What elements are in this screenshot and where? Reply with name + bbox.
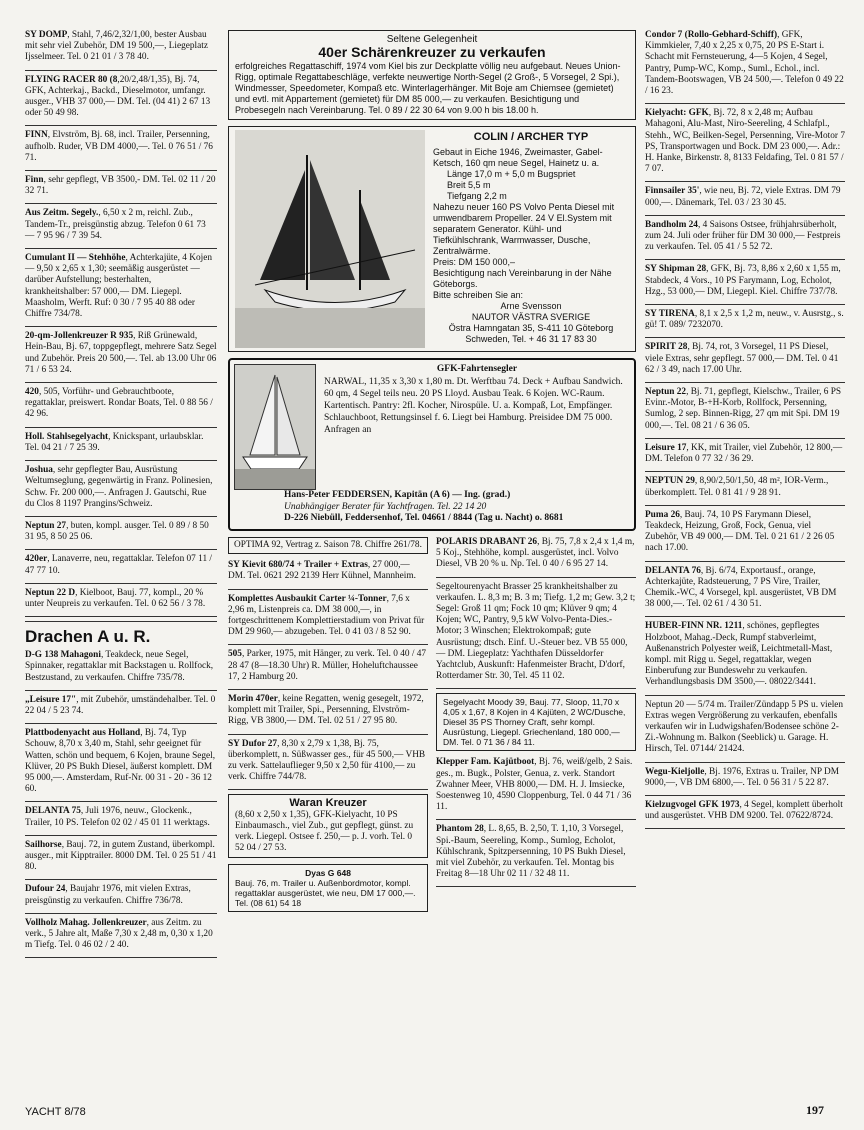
classified-ad: SY Dufor 27, 8,30 x 2,79 x 1,38, Bj. 75, überkomplett, n. Süßwasser ges., für 45 500,— VHB zu verk. Sattelauflieger 9,50 x 2,50 für 4100,— zu verk. Chiffre 744/78. <box>228 738 426 783</box>
page-number: 197 <box>806 1103 824 1117</box>
classified-ad: „Leisure 17", mit Zubehör, umständehalber. Tel. 0 22 04 / 5 23 74. <box>25 694 216 716</box>
gfk-contact-name: Hans-Peter FEDDERSEN, Kapitän (A 6) — Ing. (grad.) <box>284 490 511 501</box>
classified-ad: Neptun 20 — 5/74 m. Trailer/Zündapp 5 PS u. vielen Extras wegen Vergrößerung zu verkaufen, ebenfalls verkaufen wir in Ludwigshafen/Bodensee schöne 2-Zi.-Wohnung m. Balkon (Seeblick) u. Garage. H. Hirsch, Tel. 07144/ 21424. <box>645 699 844 755</box>
divider <box>645 561 845 562</box>
classified-ad: DELANTA 76, Bj. 6/74, Exportausf., orange, Achterkajüte, Radsteuerung, 7 PS Vire, Trailer, Chemik.-WC, 4 Vorsegel, kpl. ausgerüstet, VB DM 38 000,—. Tel. 02 61 / 4 30 51. <box>645 565 837 610</box>
colin-line: Preis: DM 150 000,– <box>433 256 516 267</box>
classified-ad: Segeltourenyacht Brasser 25 krankheitshalber zu verkaufen. L. 8,3 m; B. 3 m; Tiefg. 1,2 m; Gew. 3,2 t; Segel: Groß 11 qm; Fock 10 qm; Klüver 9 qm; 4 Kojen; WC, Pantry, 9,5 kW Volvo-Penta-Dies.-Motor; 3 Winschen; Elektrokompaß; gute Ausrüstung; dtsch. Einf. U.-Steuer bez. VB 55 000,— DM. Liegeplatz: Yachthafen Düsseldorfer Yachtclub, Auskunft: Hafenmeister Bracht, D'dorf, Rotterdamer Str. 30, Tel. 45 11 02. <box>436 581 636 682</box>
divider <box>25 203 217 204</box>
divider <box>25 723 217 724</box>
optima-ad: OPTIMA 92, Vertrag z. Saison 78. Chiffre 261/78. <box>228 537 428 554</box>
classified-ad: Neptun 27, buten, kompl. ausger. Tel. 0 89 / 8 50 31 95, 8 50 25 06. <box>25 520 209 543</box>
narwal-photo <box>234 364 316 490</box>
middle-column <box>228 30 636 918</box>
divider <box>645 259 845 260</box>
divider <box>25 248 217 249</box>
classified-ad: SY TIRENA, 8,1 x 2,5 x 1,2 m, neuw., v. Ausrstg., s. gü! T. 089/ 7232070. <box>645 309 844 331</box>
divider <box>645 103 845 104</box>
classified-ad: Plattbodenyacht aus Holland, Bj. 74, Typ Schouw, 8,70 x 3,40 m, Stahl, sehr geeignet für Watten, schön und bequem, 6 Kojen, braune Segel, Klüver, 20 PS Bukh Diesel, äußerst komplett. DM 95 000,—. Amsterdam, Ruf-Nr. 00 31 - 20 - 36 12 60. <box>25 728 216 795</box>
divider <box>228 789 428 790</box>
gfk-contact-address: D-226 Niebüll, Feddersenhof, Tel. 04661 / 8844 (Tag u. Nacht) o. 8681 <box>284 513 564 524</box>
classified-ad: Puma 26, Bauj. 74, 10 PS Farymann Diesel, Teakdeck, Heizung, Groß, Fock, Genua, viel Zubehör, VB 49 000,— DM. Tel. 0 21 61 / 2 26 05 nach 17.00. <box>645 509 835 554</box>
dyas-ad <box>228 864 428 912</box>
waran-text: (8,60 x 2,50 x 1,35), GFK-Kielyacht, 10 PS Einbaumasch., viel Zub., gut gepflegt, günst. zu verk. Liegepl. Ostsee f. 250,— p. J. vorh. Tel. 0 52 04 / 27 53. <box>235 809 414 854</box>
colin-line: Östra Hamngatan 35, S-411 10 Göteborg <box>448 322 614 333</box>
dyas-title: Dyas G 648 <box>305 868 351 879</box>
classified-ad: Leisure 17, KK, mit Trailer, viel Zubehör, 12 800,— DM. Telefon 0 77 32 / 36 29. <box>645 442 843 465</box>
classified-ad: Aus Zeitm. Segely., 6,50 x 2 m, reichl. Zub., Tandem-Tr., preisgünstig abzug. Telefon 0 61 73 — 7 95 96 / 7 39 54. <box>25 208 206 241</box>
classified-ad: NEPTUN 29, 8,90/2,50/1,50, 48 m², IOR-Verm., überkomplett. Tel. 0 81 41 / 9 28 91. <box>645 476 829 498</box>
divider <box>25 583 217 584</box>
schaeren-head: Seltene Gelegenheit <box>386 34 478 45</box>
classified-ad: Phantom 28, L. 8,65, B. 2,50, T. 1,10, 3 Vorsegel, Spi.-Baum, Seereling, Komp., Sumlog, Echolot, Kühlschrank, Spitzpersenning, 10 PS Bukh Diesel, mit viel Zubehör, zu verkaufen. Tel. Montag bis Freitag 8—18 Uhr 02 11 / 32 48 11. <box>436 824 626 880</box>
classified-ad: 420er, Lanaverre, neu, regattaklar. Telefon 07 11 / 47 77 10. <box>25 554 213 576</box>
sailboat-icon <box>235 365 315 489</box>
classified-ad: HUBER-FINN NR. 1211, schönes, gepflegtes Holzboot, Mahag.-Deck, Rumpf stabverleimt, Außenanstrich Polyester weiß, Leichtmetall-Mast, kompl. mit Rigg u. Segel, regattaklar, wegen Einberufung zur Bundeswehr zu verkaufen. Verhandlungsbasis DM 3500,—. 08022/3441. <box>645 621 833 688</box>
left-column <box>25 30 217 962</box>
divider <box>25 70 217 71</box>
classified-ad: Kielyacht: GFK, Bj. 72, 8 x 2,48 m; Aufbau Mahagoni, Alu-Mast, Niro-Seereling, 4 Schlafpl., Stehh., WC, Beilken-Segel, Persenning, Vire-Motor 7 PS, Transportwagen und Bock. DM 23 000,—. Adr.: H. Hanke, Birkenstr. 8, 8133 Feldafing, Tel. 0 81 57 / 7 07. <box>645 108 845 175</box>
classified-ad: Finn, sehr gepflegt, VB 3500,- DM. Tel. 02 11 / 20 32 71. <box>25 175 216 197</box>
divider <box>645 181 845 182</box>
waran-title: Waran Kreuzer <box>289 797 367 810</box>
divider <box>25 460 217 461</box>
divider <box>436 819 636 820</box>
divider <box>25 616 217 617</box>
divider <box>25 801 217 802</box>
waran-ad <box>228 794 428 858</box>
classified-ad: Komplettes Ausbaukit Carter ¼-Tonner, 7,6 x 2,96 m, Listenpreis ca. DM 38 000,—, in fortgeschrittenem Komplettierstadium von Privat für DM 29 960,— abzugeben. Tel. 0 41 03 / 8 52 90. <box>228 593 425 638</box>
classified-ad: Dufour 24, Baujahr 1976, mit vielen Extras, preisgünstig zu verkaufen. Chiffre 736/78. <box>25 884 191 906</box>
classified-ad: Neptun 22, Bj. 71, gepflegt, Kielschw., Trailer, 6 PS Evinr.-Motor, B-+H-Korb, Rollfock, Persenning, Sumlog, 2 sep. Binnen-Rigg, 27 qm mit Spi. DM 19 000,—. Tel. 08 21 / 6 36 05. <box>645 387 842 431</box>
colin-line: Breit 5,5 m <box>447 179 491 190</box>
ketch-photo <box>235 130 425 348</box>
colin-line: Besichtigung nach Vereinbarung in der Nähe Göteborgs. <box>433 267 612 289</box>
classified-ad: SY Shipman 28, GFK, Bj. 73, 8,86 x 2,60 x 1,55 m, Stabdeck, 4 Vors., 10 PS Farymann, Log, Echolot, Hzg., 53 000,— DM, Liegepl. Kiel. Chiffre 737/78. <box>645 264 841 297</box>
colin-line: Tiefgang 2,2 m <box>447 190 507 201</box>
classified-ad: DELANTA 75, Juli 1976, neuw., Glockenk., Trailer, 10 PS. Telefon 02 02 / 45 01 11 werktags. <box>25 806 210 828</box>
divider <box>25 125 217 126</box>
gfk-text: NARWAL, 11,35 x 3,30 x 1,80 m. Dt. Werftbau 74. Deck + Aufbau Sandwich. 60 qm, 4 Segel teils neu. 20 PS Lloyd. Ausbau Teak. 6 Kojen. WC-Raum. Kartentisch. Pantry: 2fl. Kocher, Nirospüle. U. a. Kompaß, Lot, Empfänger. Schlauchboot, Rettungsinsel f. 6. Liegt bei Hamburg. Preisidee DM 75 000. Anfragen an <box>324 376 623 435</box>
divider <box>25 170 217 171</box>
schaeren-text: erfolgreiches Regattaschiff, 1974 vom Kiel bis zur Deckplatte völlig neu aufgebaut. Neues Union-Rigg, optimale Regattabeschläge, verfekte neuwertige North-Segel (2 Groß-, 5 Vorsegel, 2 Spi.), Windmesser, Speedometer, Kompaß etc. Winterlagerhänger. Mit Boje am Chiemsee (gemietet) und evtl. mit Appartement (gemietet) für DM 85 000,— zu verkaufen. Besichtigung und Probesegeln nach Vereinbarung. Tel. 0 89 / 22 30 64 von 9.00 h bis 18.00 h. <box>235 61 621 116</box>
classified-ad: SY Kievit 680/74 + Trailer + Extras, 27 000,— DM. Tel. 0621 292 2139 Herr Kühnel, Mannheim. <box>228 560 416 582</box>
colin-title: COLIN / ARCHER TYP <box>473 131 589 144</box>
divider <box>645 762 845 763</box>
classified-ad: 20-qm-Jollenkreuzer R 935, Riß Grünewald, Hein-Bau, Bj. 67, toppgepflegt, mehrere Satz Segel und Zubehör. Preis 20 500,—. Tel. ab 13.00 Uhr 06 71 / 6 53 24. <box>25 331 217 375</box>
colin-line: NAUTOR VÄSTRA SVERIGE <box>471 311 591 322</box>
divider <box>228 689 428 690</box>
classified-ad: 505, Parker, 1975, mit Hänger, zu verk. Tel. 0 40 / 47 28 47 (8—18.30 Uhr) R. Müller, Hoheluftchaussee 17, 2 Hamburg 20. <box>228 649 427 682</box>
divider <box>228 734 428 735</box>
classified-ad: Neptun 22 D, Kielboot, Bauj. 77, kompl., 20 % unter Neupreis zu verkaufen. Tel. 0 62 56 / 3 78. <box>25 587 206 609</box>
divider <box>645 438 845 439</box>
divider <box>25 957 217 958</box>
drachen-title: Drachen A u. R. <box>25 627 151 647</box>
dyas-text: Bauj. 76, m. Trailer u. Außenbordmotor, kompl. regattaklar ausgerüstet, wie neu, DM 17 000,—. Tel. (08 61) 54 18 <box>235 878 416 909</box>
classified-ad: SPIRIT 28, Bj. 74, rot, 3 Vorsegel, 11 PS Diesel, viele Extras, sehr gepflegt. 57 000,— DM. Tel. 0 41 62 / 3 49, nach 17.00 Uhr. <box>645 342 839 375</box>
divider <box>645 215 845 216</box>
classified-ad: Vollholz Mahag. Jollenkreuzer, aus Zeitm. zu verk., 5 Jahre alt, Maße 7,30 x 2,48 m, 0,30 x 1,20 m Tiefg. Tel. 0 46 02 / 2 40. <box>25 917 213 951</box>
divider <box>228 589 428 590</box>
schaeren-ad <box>228 30 636 120</box>
gfk-ad <box>228 358 636 531</box>
divider <box>645 616 845 617</box>
divider <box>645 382 845 383</box>
sailboat-icon <box>235 130 425 348</box>
classified-ad: FLYING RACER 80 (8,20/2,48/1,35), Bj. 74, GFK, Achterkaj., Backd., Dieselmotor, umfangr. ausger., VHB 37 000,— DM. Tel. (04 41) 2 67 13 oder 50 49 98. <box>25 74 211 119</box>
colin-line: Nahezu neuer 160 PS Volvo Penta Diesel mit umwendbarem Propeller. 24 V El.System mit separatem Generator. Kühl- und Tiefkühlschrank, Warmwasser, Dusche, Zentralwärme. <box>433 201 615 256</box>
classified-ad: 420, 505, Vorführ- und Gebrauchtboote, regattaklar, preiswert. Rondar Boats, Tel. 0 88 56 / 42 96. <box>25 387 213 420</box>
divider <box>25 382 217 383</box>
colin-line: Gebaut in Eiche 1946, Zweimaster, Gabel-Ketsch, 160 qm neue Segel, Hainetz u. a. <box>433 146 603 168</box>
divider <box>645 337 845 338</box>
divider <box>25 621 217 622</box>
divider <box>645 695 845 696</box>
divider <box>436 886 636 887</box>
divider <box>645 304 845 305</box>
colin-line: Bitte schreiben Sie an: <box>433 289 524 300</box>
divider <box>25 326 217 327</box>
classified-ad: Kielzugvogel GFK 1973, 4 Segel, komplett überholt und ausgerüstet. VHB DM 9200. Tel. 07622/8724. <box>645 799 843 822</box>
classified-ad: Klepper Fam. Kajütboot, Bj. 76, weiß/gelb, 2 Sais. ges., m. Bugk., Polster, Genua, z. verk. Standort Zwahner Meer, VHB 8000,— DM. H. J. Imsiecke, Soestenweg 10, 4590 Cloppenburg, Tel. 0 44 71 / 36 11. <box>436 757 633 813</box>
colin-line: Arne Svensson <box>500 300 562 311</box>
divider <box>645 795 845 796</box>
schaeren-title: 40er Schärenkreuzer zu verkaufen <box>318 44 546 61</box>
divider <box>228 644 428 645</box>
divider <box>25 427 217 428</box>
classified-ad: Bandholm 24, 4 Saisons Ostsee, frühjahrsüberholt, zum 24. Juli oder früher für DM 30 000,— Festpreis zu verkaufen. Tel. 05 41 / 5 52 72. <box>645 219 841 253</box>
right-column <box>645 30 845 833</box>
classified-ad: Finnsailer 35', wie neu, Bj. 72, viele Extras. DM 79 000,—. Dänemark, Tel. 03 / 23 30 45. <box>645 186 841 208</box>
divider <box>25 549 217 550</box>
drachen-text: D-G 138 Mahagoni, Teakdeck, neue Segel, Spinnaker, regattaklar mit Backstagen u. Rollfock, Bestzustand, zu verkaufen. Chiffre 735/78. <box>25 650 214 683</box>
classified-ad: Cumulant II — Stehhöhe, Achterkajüte, 4 Kojen — 9,50 x 2,65 x 1,30; seemäßig ausgerüstet — darüber Aufstellung; besterhalten, krankheitshalber: 57 000,— DM. Liegepl. Maasholm, Werft. Ruf: 0 30 / 7 95 40 88 oder Chiffre 734/78. <box>25 253 212 320</box>
classified-ad: FINN, Elvström, Bj. 68, incl. Trailer, Persenning, aufholb. Ruder, VB DM 4000,—. Tel. 0 76 51 / 76 71. <box>25 130 213 163</box>
magazine-footer: YACHT 8/78 <box>25 1106 86 1118</box>
divider <box>25 516 217 517</box>
gfk-contact-role: Unabhängiger Berater für Yachtfragen. Tel. 22 14 20 <box>284 501 487 512</box>
classified-ad: Morin 470er, keine Regatten, wenig gesegelt, 1972, komplett mit Trailer, Spi., Persenning, Elvström-Rigg, VB 3800,— DM. Tel. 02 51 / 27 95 80. <box>228 693 424 727</box>
divider <box>645 505 845 506</box>
divider <box>436 688 636 689</box>
classified-ad: Joshua, sehr gepflegter Bau, Ausrüstung Weltumseglung, gegenwärtig in Franz. Polinesien, Schw. Fr. 200 000,—. Anfragen J. Gautschi, Rue du Clos 8 1197 Prangins/Schweiz. <box>25 465 213 509</box>
divider <box>436 577 636 578</box>
divider <box>25 879 217 880</box>
moody-ad: Segelyacht Moody 39, Bauj. 77, Sloop, 11,70 x 4,05 x 1,67, 8 Kojen in 4 Kajüten, 2 WC/Dusche, Diesel 35 PS Thorney Craft, sehr kompl. Ausrüstung, Liegepl. Griechenland, 180 000,— DM. Tel. 0 71 36 / 84 11. <box>436 693 636 751</box>
colin-line: Länge 17,0 m + 5,0 m Bugspriet <box>447 168 576 179</box>
divider <box>25 913 217 914</box>
colin-line: Schweden, Tel. + 46 31 17 83 30 <box>465 333 597 344</box>
gfk-head: GFK-Fahrtensegler <box>436 364 518 375</box>
divider <box>645 828 845 829</box>
classified-ad: Sailhorse, Bauj. 72, in gutem Zustand, überkompl. ausger., mit Kipptrailer. 8000 DM. Tel. 0 25 51 / 41 80. <box>25 839 217 873</box>
classified-ad: Holl. Stahlsegelyacht, Knickspant, urlaubsklar. Tel. 04 21 / 7 25 39. <box>25 431 204 453</box>
classified-ad: SY DOMP, Stahl, 7,46/2,32/1,00, bester Ausbau mit sehr viel Zubehör, DM 19 500,—, Liegeplatz Ijsselmeer. Tel. 0 21 01 / 3 78 40. <box>25 30 208 63</box>
classified-ad: Wegu-Kieljolle, Bj. 1976, Extras u. Trailer, NP DM 9000,—, VB DM 6800,—. Tel. 0 56 31 / 5 22 87. <box>645 766 839 788</box>
classified-ad: Condor 7 (Rollo-Gebhard-Schiff), GFK, Kimmkieler, 7,40 x 2,25 x 0,75, 20 PS E-Start i. Schacht mit Fernsteuerung, 4—5 Kojen, 4 Segel, Pantry, Pump-WC, Komp., Suml., Echol., incl. Tandem-Bootswagen, VB 24 500,—. Telefon 0 49 22 / 16 23. <box>645 30 844 97</box>
divider <box>25 690 217 691</box>
divider <box>25 835 217 836</box>
classified-ad: POLARIS DRABANT 26, Bj. 75, 7,8 x 2,4 x 1,4 m, 5 Koj., Stehhöhe, kompl. ausgerüstet, incl. Volvo Diesel, VB 20 % u. Np. Tel. 0 40 / 6 95 27 14. <box>436 536 635 570</box>
colin-archer-ad <box>228 126 636 352</box>
divider <box>645 471 845 472</box>
